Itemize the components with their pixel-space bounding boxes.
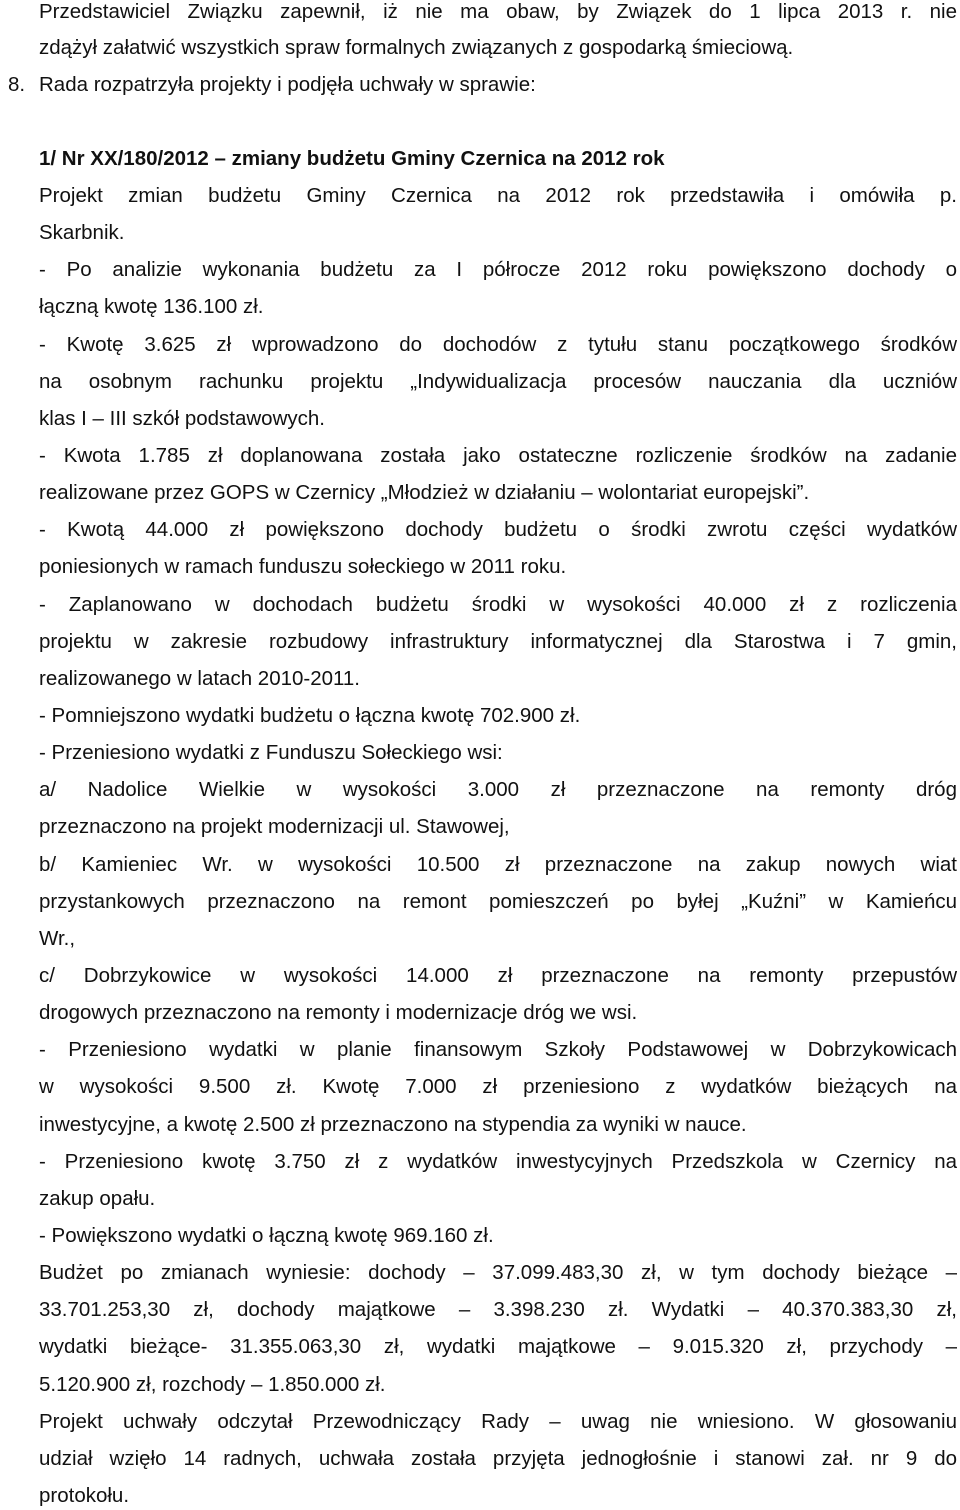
text-line: drogowych przeznaczono na remonty i modernizacje dróg we wsi. — [39, 1001, 638, 1024]
text-line: na osobnym rachunku projektu „Indywidualizacja procesów nauczania dla uczniów — [39, 370, 957, 393]
intro-line: zdążył załatwić wszystkich spraw formalnych związanych z gospodarką śmieciową. — [39, 36, 794, 59]
text-line: - Pomniejszono wydatki budżetu o łączna kwotę 702.900 zł. — [39, 704, 581, 727]
text-line: b/ Kamieniec Wr. w wysokości 10.500 zł przeznaczone na zakup nowych wiat — [39, 853, 957, 876]
text-line: inwestycyjne, a kwotę 2.500 zł przeznaczono na stypendia za wyniki w nauce. — [39, 1113, 747, 1136]
text-line: - Przeniesiono wydatki w planie finansowym Szkoły Podstawowej w Dobrzykowicach — [39, 1038, 957, 1061]
text-line: - Powiększono wydatki o łączną kwotę 969.160 zł. — [39, 1224, 494, 1247]
text-line: - Zaplanowano w dochodach budżetu środki w wysokości 40.000 zł z rozliczenia — [39, 593, 957, 616]
text-line: - Po analizie wykonania budżetu za I półrocze 2012 roku powiększono dochody o — [39, 258, 957, 281]
text-line: - Kwota 1.785 zł doplanowana została jako ostateczne rozliczenie środków na zadanie — [39, 444, 957, 467]
text-line: protokołu. — [39, 1484, 130, 1507]
text-line: 5.120.900 zł, rozchody – 1.850.000 zł. — [39, 1373, 386, 1396]
text-line: Projekt zmian budżetu Gminy Czernica na 2012 rok przedstawiła i omówiła p. — [39, 184, 957, 207]
text-line: 33.701.253,30 zł, dochody majątkowe – 3.398.230 zł. Wydatki – 40.370.383,30 zł, — [39, 1298, 957, 1321]
text-line: wydatki bieżące- 31.355.063,30 zł, wydatki majątkowe – 9.015.320 zł, przychody – — [39, 1335, 957, 1358]
text-line: projektu w zakresie rozbudowy infrastruktury informatycznej dla Starostwa i 7 gmin, — [39, 630, 957, 653]
text-line: - Przeniesiono kwotę 3.750 zł z wydatków inwestycyjnych Przedszkola w Czernicy na — [39, 1150, 957, 1173]
text-line: Budżet po zmianach wyniesie: dochody – 37.099.483,30 zł, w tym dochody bieżące – — [39, 1261, 957, 1284]
item-text: Rada rozpatrzyła projekty i podjęła uchwały w sprawie: — [39, 73, 536, 96]
text-line: udział wzięło 14 radnych, uchwała została przyjęta jednogłośnie i stanowi zał. nr 9 do — [39, 1447, 957, 1470]
text-line: przeznaczono na projekt modernizacji ul. Stawowej, — [39, 815, 510, 838]
text-line: Wr., — [39, 927, 76, 950]
text-line: łączną kwotę 136.100 zł. — [39, 295, 264, 318]
text-line: klas I – III szkół podstawowych. — [39, 407, 325, 430]
text-line: a/ Nadolice Wielkie w wysokości 3.000 zł przeznaczone na remonty dróg — [39, 778, 957, 801]
item-number: 8. — [8, 73, 26, 96]
text-line: realizowanego w latach 2010-2011. — [39, 667, 361, 690]
text-line: realizowane przez GOPS w Czernicy „Młodzież w działaniu – wolontariat europejski”. — [39, 481, 810, 504]
text-line: - Kwotą 44.000 zł powiększono dochody budżetu o środki zwrotu części wydatków — [39, 518, 957, 541]
text-line: przystankowych przeznaczono na remont pomieszczeń po byłej „Kuźni” w Kamieńcu — [39, 890, 957, 913]
text-line: Projekt uchwały odczytał Przewodniczący Rady – uwag nie wniesiono. W głosowaniu — [39, 1410, 957, 1433]
intro-line: Przedstawiciel Związku zapewnił, iż nie ma obaw, by Związek do 1 lipca 2013 r. nie — [39, 0, 957, 23]
text-line: c/ Dobrzykowice w wysokości 14.000 zł przeznaczone na remonty przepustów — [39, 964, 957, 987]
text-line: - Kwotę 3.625 zł wprowadzono do dochodów z tytułu stanu początkowego środków — [39, 333, 957, 356]
text-line: w wysokości 9.500 zł. Kwotę 7.000 zł przeniesiono z wydatków bieżących na — [39, 1075, 957, 1098]
text-line: zakup opału. — [39, 1187, 156, 1210]
resolution-heading: 1/ Nr XX/180/2012 – zmiany budżetu Gminy Czernica na 2012 rok — [39, 147, 665, 170]
text-line: Skarbnik. — [39, 221, 125, 244]
text-line: poniesionych w ramach funduszu sołeckiego w 2011 roku. — [39, 555, 567, 578]
text-line: - Przeniesiono wydatki z Funduszu Sołeckiego wsi: — [39, 741, 503, 764]
